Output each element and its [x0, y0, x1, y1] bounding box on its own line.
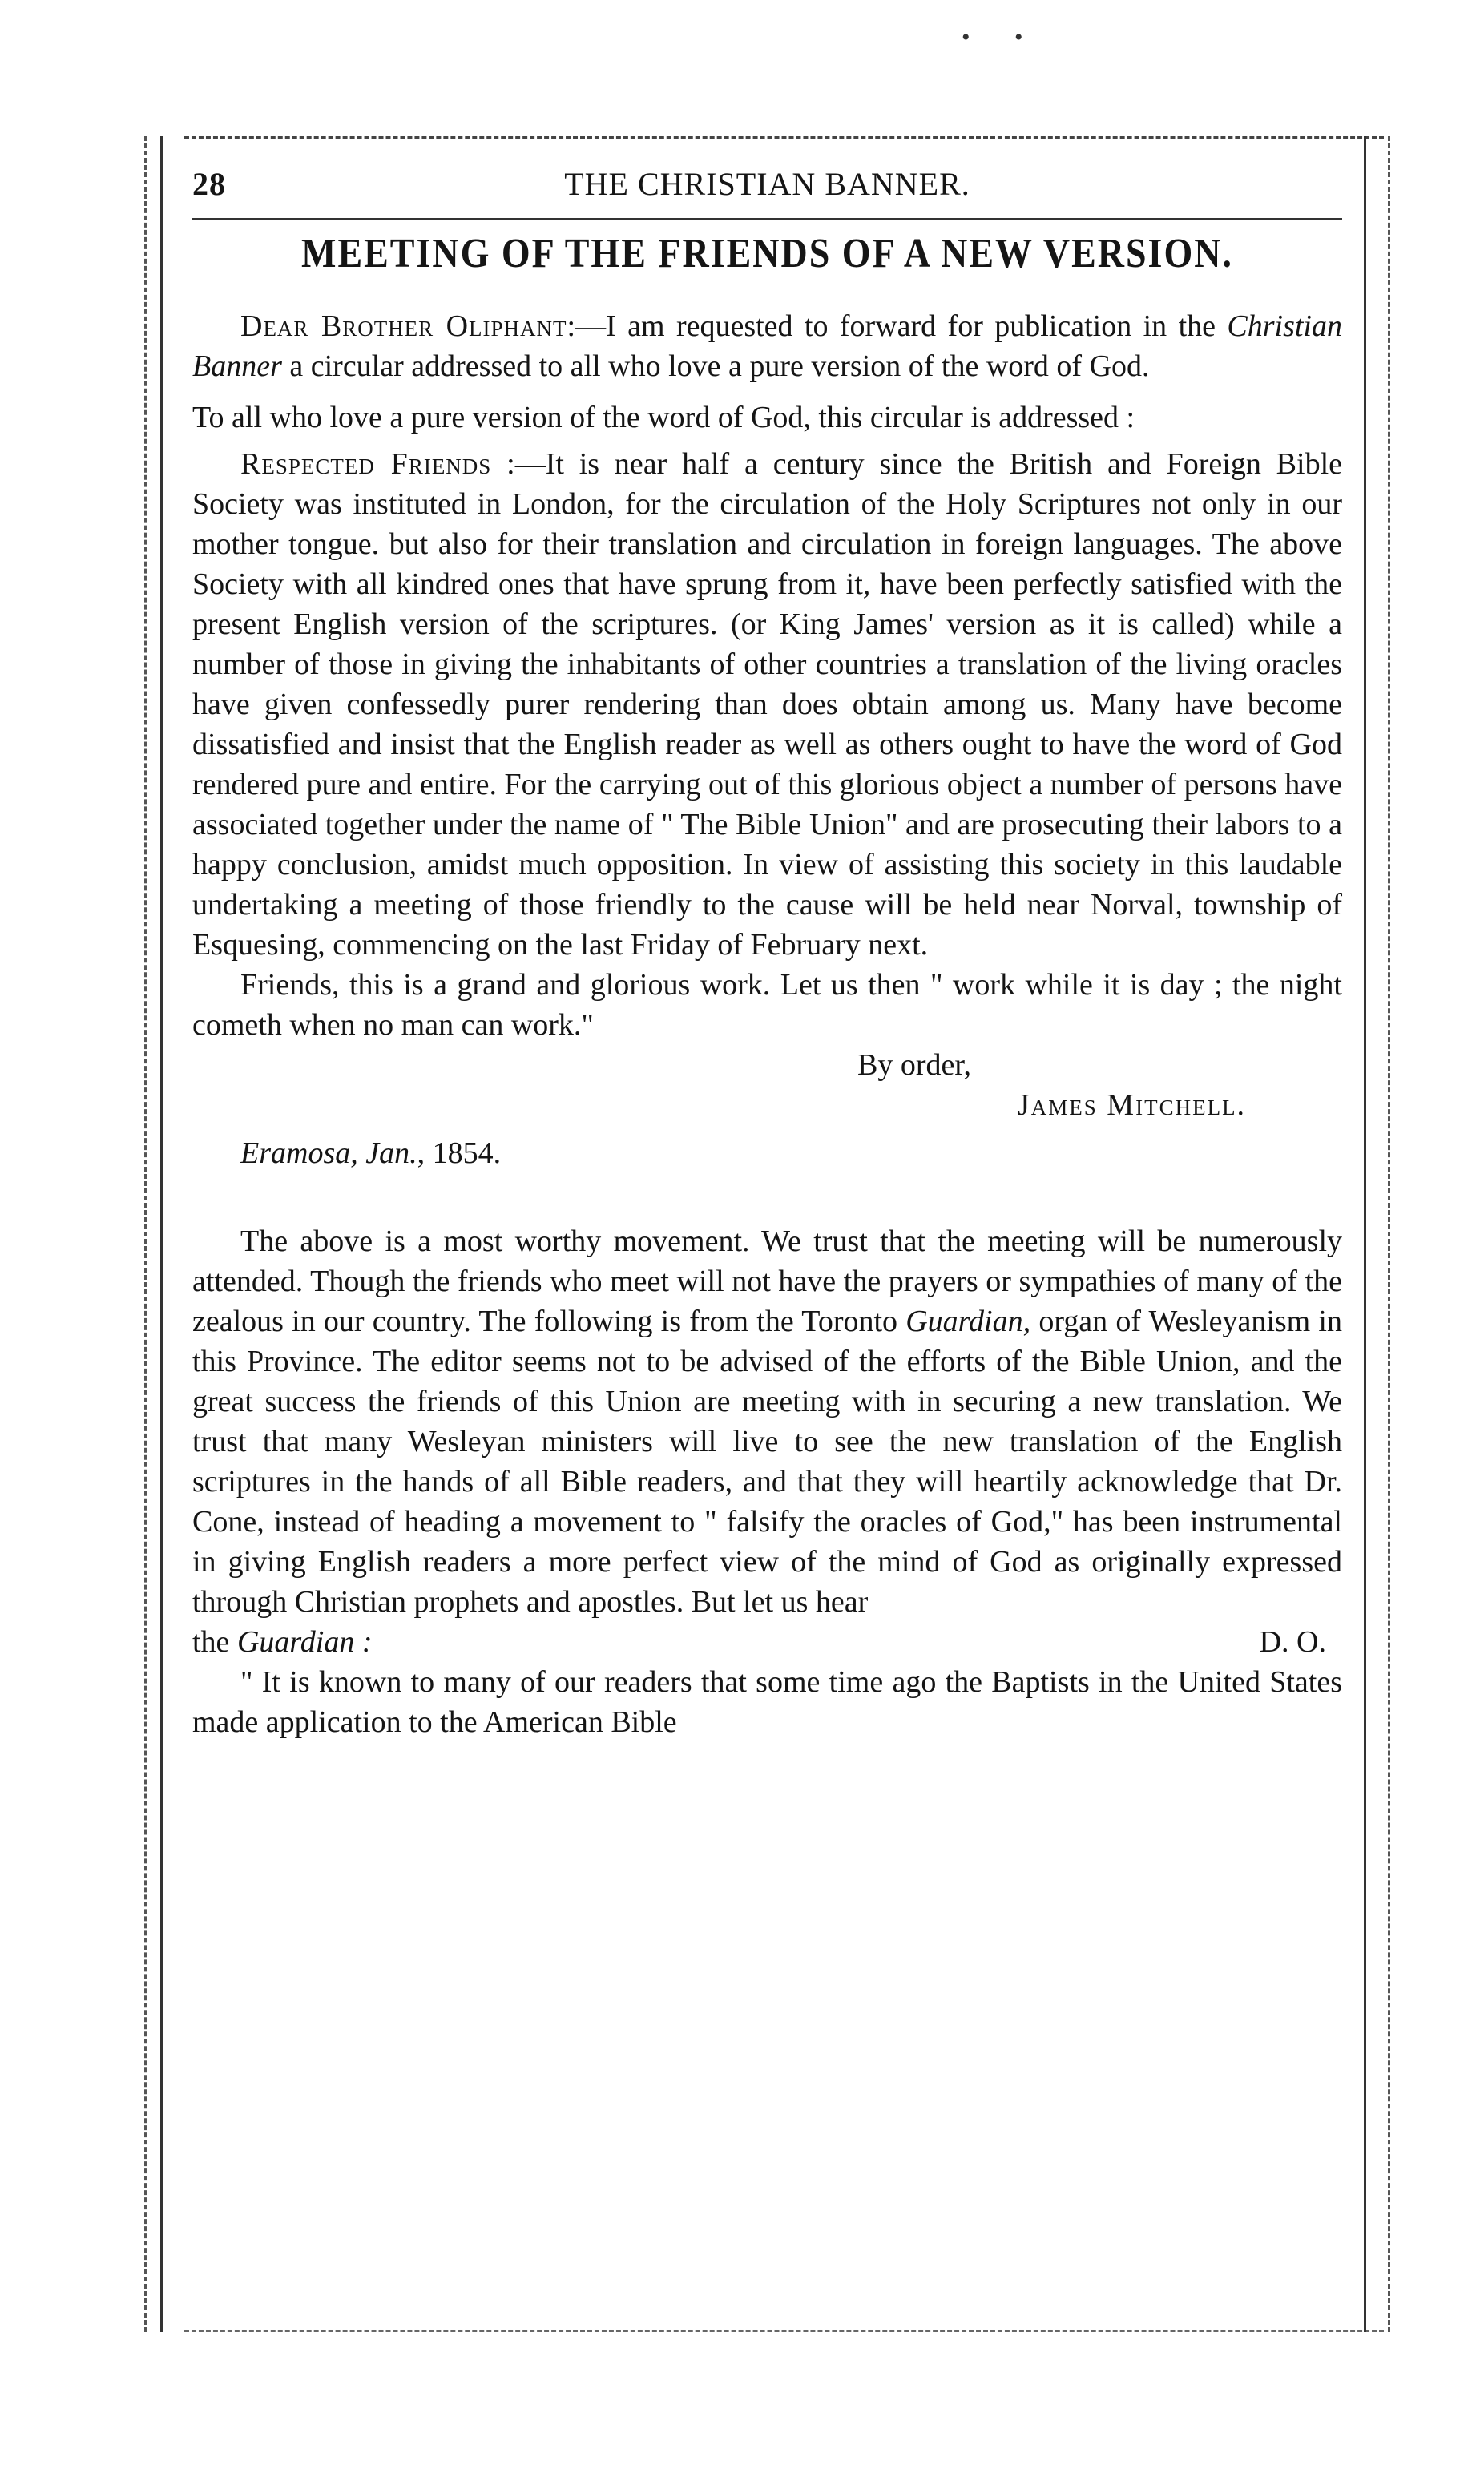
commentary-paper-2: Guardian : [236, 1625, 373, 1659]
salutation-end: a circular addressed to all who love a pure version of the word of God. [281, 349, 1150, 383]
running-head [192, 160, 1342, 208]
bottom-dashed-rule [184, 2330, 1384, 2332]
commentary-paragraph [192, 1221, 1342, 1622]
commentary-last-text [192, 1622, 372, 1662]
salutation-paragraph [192, 306, 1342, 386]
commentary-paper-1: Guardian, [905, 1305, 1031, 1338]
by-order-line: By order, [857, 1048, 971, 1082]
salutation-name: Dear Brother Oliphant [240, 309, 567, 343]
author-initials: D. O. [1259, 1625, 1326, 1659]
right-inner-border [1364, 136, 1366, 2332]
header-rule [192, 218, 1342, 220]
guardian-quote: " It is known to many of our readers that some time ago the Baptists in the United States made application to the American Bible [192, 1665, 1342, 1739]
dateline-place: Eramosa, Jan. [240, 1136, 417, 1170]
page-frame [144, 136, 1390, 2332]
article-title: MEETING OF THE FRIENDS OF A NEW VERSION. [301, 229, 1233, 276]
commentary-last-line [192, 1622, 1342, 1662]
signer-name: James Mitchell. [1018, 1088, 1247, 1122]
journal-title: THE CHRISTIAN BANNER. [564, 166, 970, 202]
circular-address: To all who love a pure version of the word of God, this circular is addressed : [192, 401, 1135, 434]
left-outer-border [144, 136, 147, 2332]
paper-name: Christian Banner [192, 309, 1342, 383]
circular-closing: Friends, this is a grand and glorious work. Let us then " work while it is day ; the night cometh when no man can work." [192, 968, 1342, 1042]
signature-block [192, 1045, 1342, 1173]
top-dashed-rule [184, 136, 1384, 139]
salutation-text: :—I am requested to forward for publication in the [567, 309, 1228, 343]
circular-body-text: :—It is near half a century since the British and Foreign Bible Society was instituted in London, for the circulation of the Holy Scriptures not only in our mother tongue. but also for their translation and circulation in foreign languages. The above Society with all kindred ones that have sprung from it, have been perfectly satisfied with the present English version of the scriptures. (or King James' version as it is called) while a number of those in giving the inhabitants of other countries a translation of the living oracles have given confessedly purer rendering than does obtain among us. Many have become dissatisfied and insist that the English reader as well as others ought to have the word of God rendered pure and entire. For the carrying out of this glorious object a number of persons have associated together under the name of " The Bible Union" and are prosecuting their labors to a happy conclusion, amidst much opposition. In view of assisting this society in this laudable undertaking a meeting of those friendly to the cause will be held near Norval, township of Esquesing, commencing on the last Friday of February next. [192, 447, 1342, 962]
dateline-year: , 1854. [417, 1136, 502, 1170]
stray-ink-dots: • • [962, 24, 1042, 50]
dateline [192, 1133, 1342, 1173]
page-number: 28 [192, 166, 226, 202]
page-content [192, 160, 1342, 2300]
section-break [192, 1173, 1342, 1221]
circular-body [192, 444, 1342, 965]
commentary-part-2: organ of Wesleyanism in this Province. The editor seems not to be advised of the efforts of the Bible Union, and the great success the friends of this Union are meeting with in securing a new translation. We trust that many Wesleyan ministers will live to see the new translation of the English scriptures in the hands of all Bible readers, and that they will heartily acknowledge that Dr. Cone, instead of heading a movement to " falsify the oracles of God," has been instrumental in giving English readers a more perfect view of the mind of God as originally expressed through Christian prophets and apostles. But let us hear [192, 1305, 1342, 1619]
circular-greeting: Respected Friends [240, 447, 492, 481]
right-outer-border [1388, 136, 1390, 2332]
commentary-part-1: The above is a most worthy movement. We trust that the meeting will be numerously attended. Though the friends who meet will not have the prayers or sympathies of many of the zealous in our country. The following is from the Toronto [192, 1224, 1342, 1338]
commentary-the: the [192, 1625, 237, 1659]
left-inner-border [160, 136, 163, 2332]
